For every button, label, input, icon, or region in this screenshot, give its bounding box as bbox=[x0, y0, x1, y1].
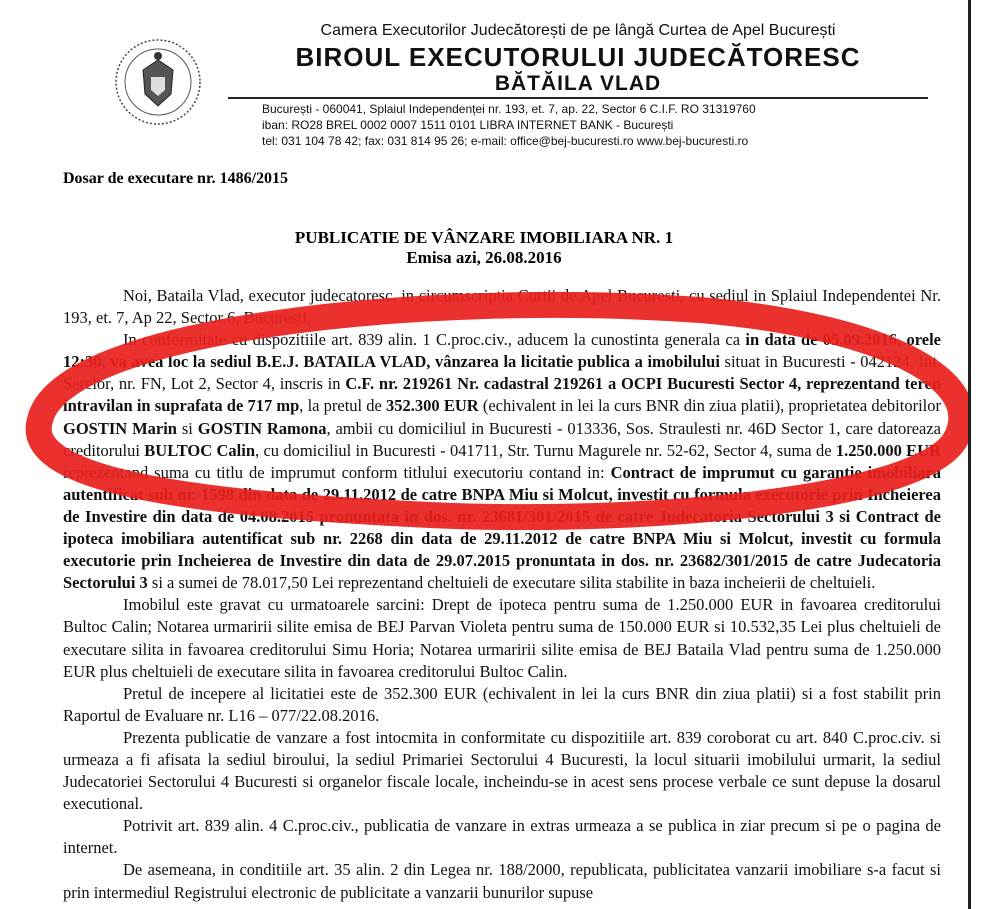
sale-notice-paragraph bbox=[63, 329, 941, 594]
bold-text-run: 352.300 EUR bbox=[386, 396, 479, 416]
issue-date: Emisa azi, 26.08.2016 bbox=[406, 248, 562, 267]
contact-address: București - 060041, Splaiul Independenței nr. 193, et. 7, ap. 22, Sector 6 C.I.F. RO 31319760 bbox=[262, 102, 756, 116]
bold-text-run: C.F. nr. 219261 Nr. cadastral 219261 a OCPI Bucuresti Sector 4, reprezentand teren intravilan in suprafata de 717 mp bbox=[63, 374, 941, 416]
text-run: , cu domiciliul in Bucuresti - 041711, Str. Turnu Magurele nr. 52-62, Sector 4, suma de bbox=[255, 440, 836, 460]
text-run: si bbox=[177, 418, 198, 438]
bold-text-run: GOSTIN Marin bbox=[63, 418, 177, 438]
bold-text-run: Contract de imprumut cu garantie imobiliara autentificat sub nr. 1598 din data de 29.11.2012 de catre BNPA Miu si Molcut, investit cu formula executorie prin Incheierea de Investire din data de 04.08.2015 pronuntata in dos. nr. 23681/301/2015 de catre Judecatoria Sectorului 3 si Contract de ipoteca imobiliara autentificat sub nr. 2268 din data de 29.11.2012 de catre BNPA Miu si Molcut, investit cu formula executorie prin Incheierea de Investire din data de 29.07.2015 pronuntata in dos. nr. 23682/301/2015 de catre Judecatoria Sectorului 3 bbox=[63, 462, 941, 593]
encumbrances-paragraph: Imobilul este gravat cu urmatoarele sarcini: Drept de ipoteca pentru suma de 1.250.000 EUR in favoarea creditorului Bultoc Calin; Notarea urmaririi silite emisa de BEJ Parvan Violeta pentru suma de 150.000 EUR si 10.532,35 Lei plus cheltuieli de executare silita in favoarea creditorului Simu Horia; Notarea urmaririi silite emisa de BEJ Bataila Vlad pentru suma de 1.250.000 EUR plus cheltuieli de executare silita in favoarea creditorului Bultoc Calin. bbox=[63, 595, 941, 681]
text-run: situat in Bucuresti - 042124, Int. Serelor, nr. FN, Lot 2, Sector 4, inscris in bbox=[63, 352, 941, 394]
contact-phone-email: tel: 031 104 78 42; fax: 031 814 95 26; e-mail: office@bej-bucuresti.ro www.bej-bucuresti.ro bbox=[262, 134, 749, 148]
text-run: , ambii cu domiciliul in Bucuresti - 013336, Sos. Straulesti nr. 46D Sector 1, care datoreaza creditorului bbox=[63, 418, 941, 460]
romania-coat-of-arms-seal bbox=[113, 32, 203, 132]
publication-title: PUBLICATIE DE VÂNZARE IMOBILIARA NR. 1 bbox=[294, 228, 674, 247]
office-title: BIROUL EXECUTORULUI JUDECĂTORESC bbox=[295, 42, 861, 72]
document-body bbox=[63, 285, 941, 904]
starting-price-paragraph: Pretul de incepere al licitatiei este de 352.300 EUR (echivalent in lei la curs BNR din ziua platii) si a fost stabilit prin Raportul de Evaluare nr. L16 – 077/22.08.2016. bbox=[63, 683, 941, 725]
publishing-paragraph: Potrivit art. 839 alin. 4 C.proc.civ., publicatia de vanzare in extras urmeaza a se publica in ziar precum si pe o pagina de internet. bbox=[63, 816, 941, 858]
header-rule bbox=[228, 97, 928, 99]
posting-paragraph: Prezenta publicatie de vanzare a fost intocmita in conformitate cu dispozitiile art. 839 coroborat cu art. 840 C.proc.civ. si urmeaza a fi afisata la sediul biroului, la sediul Primariei Sectorului 4 Bucuresti, la locul situarii imobilului urmarit, la sediul Judecatoriei Sectorului 4 Bucuresti si organelor fiscale locale, incheindu-se in acest sens procese verbale ce sunt depuse la dosarul executional. bbox=[63, 727, 941, 814]
bold-text-run: 1.250.000 EUR bbox=[835, 440, 941, 460]
intro-paragraph: Noi, Bataila Vlad, executor judecatoresc, in circumscriptia Curtii de Apel Bucuresti, cu sediul in Splaiul Independentei Nr. 193, et. 7, Ap 22, Sector 6, Bucuresti, bbox=[63, 286, 941, 328]
text-run: reprezentand suma cu titlu de imprumut conform titlului executoriu contand in: bbox=[63, 462, 611, 482]
text-run: (echivalent in lei la curs BNR din ziua platii), proprietatea debitorilor bbox=[478, 396, 941, 416]
bold-text-run: in data de 05.09.2016, orele 12:30, va avea loc la sediul B.E.J. BATAILA VLAD, vânzarea la licitatie publica a imobilului bbox=[63, 330, 941, 372]
registry-paragraph: De asemeana, in conditiile art. 35 alin. 2 din Legea nr. 188/2000, republicata, publicitatea vanzarii imobiliare s-a facut si prin intermediul Registrului electronic de publicitate a vanzarii bunurilor supuse bbox=[63, 860, 941, 902]
executor-name: BĂTĂILA VLAD bbox=[494, 72, 662, 95]
text-run: , la pretul de bbox=[299, 396, 387, 416]
bold-text-run: GOSTIN Ramona bbox=[197, 418, 327, 438]
case-number: Dosar de executare nr. 1486/2015 bbox=[63, 170, 289, 187]
contact-bank: iban: RO28 BREL 0002 0007 1511 0101 LIBRA INTERNET BANK - București bbox=[262, 118, 674, 132]
bold-text-run: BULTOC Calin bbox=[144, 440, 255, 460]
text-run: In conformitate cu dispozitiile art. 839 alin. 1 C.proc.civ., aducem la cunostinta generala ca bbox=[123, 330, 746, 350]
text-run: si a sumei de 78.017,50 Lei reprezentand cheltuieli de executare silita stabilite in baza incheierii de cheltuieli. bbox=[147, 573, 876, 593]
chamber-line: Camera Executorilor Judecătorești de pe lângă Curtea de Apel București bbox=[320, 22, 836, 39]
